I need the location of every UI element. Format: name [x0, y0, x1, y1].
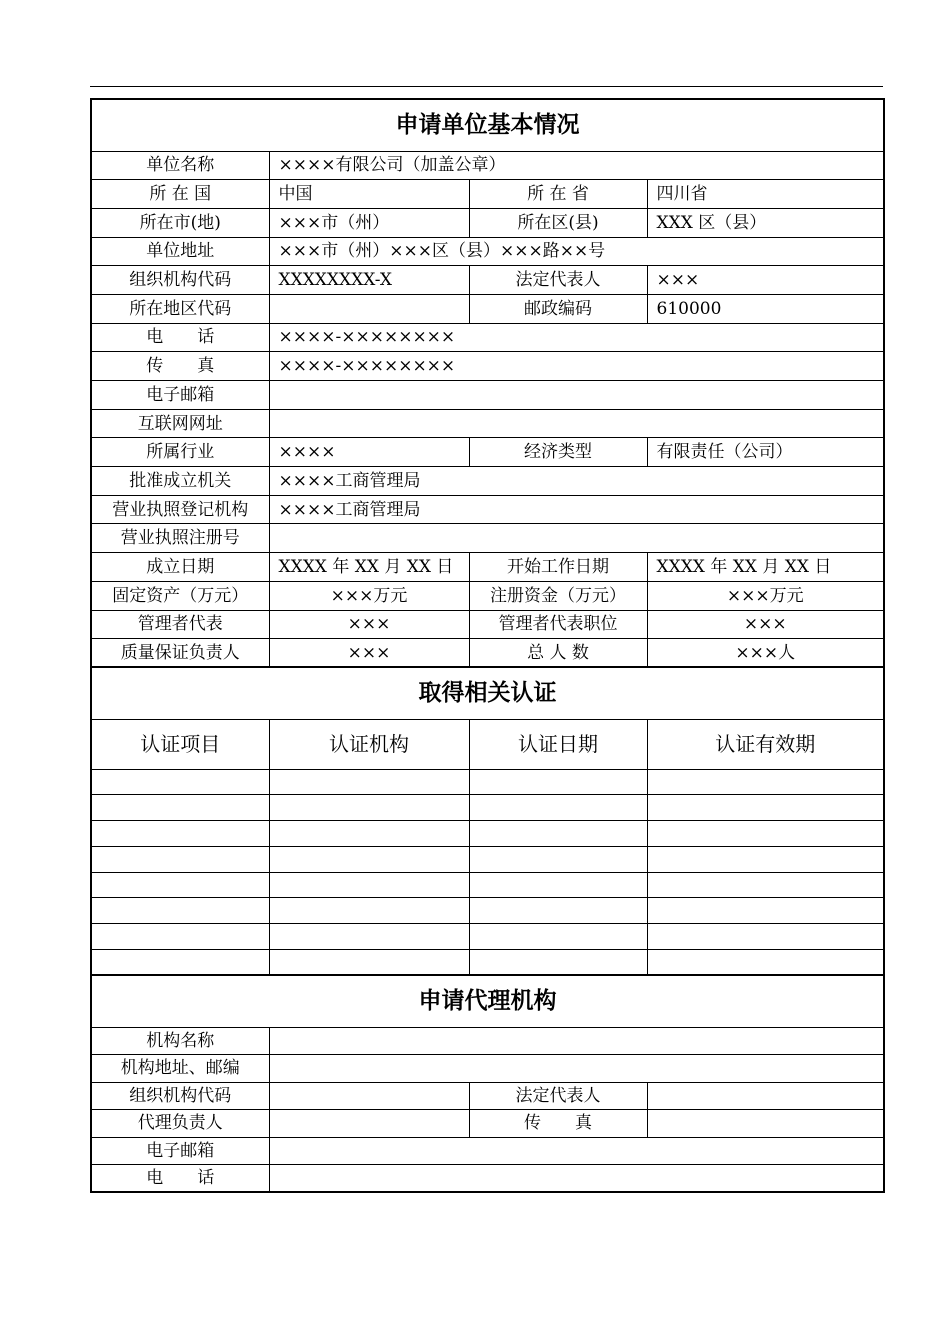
field-value[interactable]: [269, 1137, 884, 1165]
field-label: 固定资产（万元）: [91, 581, 269, 610]
field-value[interactable]: XXXXXXXX-X: [269, 266, 469, 295]
field-label: 单位地址: [91, 237, 269, 266]
form-row: [91, 1137, 884, 1165]
field-label: 组织机构代码: [91, 1082, 269, 1110]
certification-cell[interactable]: [647, 769, 884, 795]
field-value[interactable]: ×××: [647, 610, 884, 639]
certification-row: [91, 950, 884, 976]
field-value[interactable]: ××××: [269, 438, 469, 467]
form-row: [91, 294, 884, 323]
field-value[interactable]: 有限责任（公司）: [647, 438, 884, 467]
field-value[interactable]: [269, 1110, 469, 1138]
field-value[interactable]: ×××市（州）×××区（县）×××路××号: [269, 237, 884, 266]
section-title-certification: 取得相关认证: [91, 667, 884, 719]
certification-cell[interactable]: [647, 924, 884, 950]
form-row: [91, 610, 884, 639]
form-row: [91, 639, 884, 668]
field-label: 法定代表人: [469, 266, 647, 295]
agency-info-table: [90, 974, 885, 1193]
field-value[interactable]: ××××工商管理局: [269, 495, 884, 524]
field-value[interactable]: ×××市（州）: [269, 208, 469, 237]
applicant-info-table: [90, 98, 885, 668]
column-header: 认证项目: [91, 719, 269, 769]
certification-cell[interactable]: [269, 769, 469, 795]
field-label: 所在市(地): [91, 208, 269, 237]
field-value[interactable]: ×××: [647, 266, 884, 295]
form-row: [91, 180, 884, 209]
certification-cell[interactable]: [269, 872, 469, 898]
field-value[interactable]: [269, 1082, 469, 1110]
field-value[interactable]: XXX 区（县）: [647, 208, 884, 237]
certification-cell[interactable]: [91, 872, 269, 898]
form-row: [91, 352, 884, 381]
field-label: 单位名称: [91, 151, 269, 180]
field-value[interactable]: [269, 1027, 884, 1055]
field-label: 经济类型: [469, 438, 647, 467]
field-label: 机构名称: [91, 1027, 269, 1055]
field-value[interactable]: [269, 1055, 884, 1083]
certification-cell[interactable]: [647, 795, 884, 821]
field-label: 成立日期: [91, 553, 269, 582]
certification-row: [91, 769, 884, 795]
certification-cell[interactable]: [647, 846, 884, 872]
field-value[interactable]: ××××-××××××××: [269, 352, 884, 381]
certification-row: [91, 872, 884, 898]
certification-cell[interactable]: [469, 898, 647, 924]
form-row: [91, 1055, 884, 1083]
field-value[interactable]: 中国: [269, 180, 469, 209]
section-title-agency: 申请代理机构: [91, 975, 884, 1027]
form-row: [91, 1027, 884, 1055]
certification-cell[interactable]: [91, 924, 269, 950]
certification-cell[interactable]: [269, 924, 469, 950]
certification-cell[interactable]: [269, 898, 469, 924]
field-value[interactable]: [269, 409, 884, 438]
certification-cell[interactable]: [647, 950, 884, 976]
certification-table: [90, 666, 885, 976]
field-label: 代理负责人: [91, 1110, 269, 1138]
field-label: 所在地区代码: [91, 294, 269, 323]
field-label: 开始工作日期: [469, 553, 647, 582]
certification-cell[interactable]: [91, 846, 269, 872]
form-row: [91, 553, 884, 582]
field-label: 法定代表人: [469, 1082, 647, 1110]
field-value[interactable]: [269, 524, 884, 553]
form-row: [91, 151, 884, 180]
column-header: 认证有效期: [647, 719, 884, 769]
field-value[interactable]: [647, 1110, 884, 1138]
certification-cell[interactable]: [469, 950, 647, 976]
certification-cell[interactable]: [469, 924, 647, 950]
field-label: 电子邮箱: [91, 381, 269, 410]
field-label: 邮政编码: [469, 294, 647, 323]
header-rule: [90, 86, 883, 87]
field-value[interactable]: ×××: [269, 639, 469, 668]
field-value[interactable]: [269, 1165, 884, 1193]
certification-cell[interactable]: [269, 795, 469, 821]
field-label: 电 话: [91, 323, 269, 352]
form-row: [91, 266, 884, 295]
section-title-applicant: 申请单位基本情况: [91, 99, 884, 151]
column-header: 认证机构: [269, 719, 469, 769]
certification-cell[interactable]: [469, 846, 647, 872]
column-header: 认证日期: [469, 719, 647, 769]
field-label: 批准成立机关: [91, 467, 269, 496]
field-label: 组织机构代码: [91, 266, 269, 295]
certification-cell[interactable]: [469, 821, 647, 847]
form-row: [91, 581, 884, 610]
form-row: [91, 495, 884, 524]
field-value[interactable]: ××××工商管理局: [269, 467, 884, 496]
field-label: 所属行业: [91, 438, 269, 467]
certification-cell[interactable]: [91, 769, 269, 795]
field-label: 所 在 省: [469, 180, 647, 209]
field-value[interactable]: ×××: [269, 610, 469, 639]
certification-cell[interactable]: [91, 821, 269, 847]
form-row: [91, 1110, 884, 1138]
form-row: [91, 467, 884, 496]
certification-row: [91, 795, 884, 821]
certification-cell[interactable]: [647, 821, 884, 847]
form-row: [91, 409, 884, 438]
certification-cell[interactable]: [91, 950, 269, 976]
field-label: 电子邮箱: [91, 1137, 269, 1165]
certification-row: [91, 898, 884, 924]
field-value[interactable]: ×××人: [647, 639, 884, 668]
field-label: 机构地址、邮编: [91, 1055, 269, 1083]
field-label: 传 真: [469, 1110, 647, 1138]
form-row: [91, 237, 884, 266]
form-row: [91, 1082, 884, 1110]
field-value[interactable]: [647, 1082, 884, 1110]
certification-row: [91, 846, 884, 872]
field-value[interactable]: XXXX 年 XX 月 XX 日: [647, 553, 884, 582]
certification-cell[interactable]: [469, 769, 647, 795]
field-value[interactable]: ×××万元: [269, 581, 469, 610]
field-label: 互联网网址: [91, 409, 269, 438]
certification-cell[interactable]: [91, 898, 269, 924]
certification-cell[interactable]: [269, 950, 469, 976]
certification-cell[interactable]: [469, 795, 647, 821]
field-value[interactable]: 四川省: [647, 180, 884, 209]
form-row: [91, 524, 884, 553]
field-value[interactable]: XXXX 年 XX 月 XX 日: [269, 553, 469, 582]
field-label: 管理者代表职位: [469, 610, 647, 639]
field-label: 所在区(县): [469, 208, 647, 237]
field-value[interactable]: ××××有限公司（加盖公章）: [269, 151, 884, 180]
certification-cell[interactable]: [269, 821, 469, 847]
certification-row: [91, 924, 884, 950]
certification-cell[interactable]: [647, 898, 884, 924]
certification-cell[interactable]: [647, 872, 884, 898]
field-label: 总 人 数: [469, 639, 647, 668]
field-label: 质量保证负责人: [91, 639, 269, 668]
field-value[interactable]: [269, 381, 884, 410]
certification-cell[interactable]: [469, 872, 647, 898]
field-label: 营业执照登记机构: [91, 495, 269, 524]
field-label: 管理者代表: [91, 610, 269, 639]
field-value[interactable]: [269, 294, 469, 323]
form-row: [91, 438, 884, 467]
field-label: 所 在 国: [91, 180, 269, 209]
form-row: [91, 208, 884, 237]
form-row: [91, 1165, 884, 1193]
certification-cell[interactable]: [269, 846, 469, 872]
certification-row: [91, 821, 884, 847]
form-row: [91, 381, 884, 410]
field-label: 传 真: [91, 352, 269, 381]
field-label: 电 话: [91, 1165, 269, 1193]
certification-cell[interactable]: [91, 795, 269, 821]
field-label: 注册资金（万元）: [469, 581, 647, 610]
field-label: 营业执照注册号: [91, 524, 269, 553]
field-value[interactable]: ×××万元: [647, 581, 884, 610]
form-row: [91, 323, 884, 352]
field-value[interactable]: ××××-××××××××: [269, 323, 884, 352]
field-value[interactable]: 610000: [647, 294, 884, 323]
